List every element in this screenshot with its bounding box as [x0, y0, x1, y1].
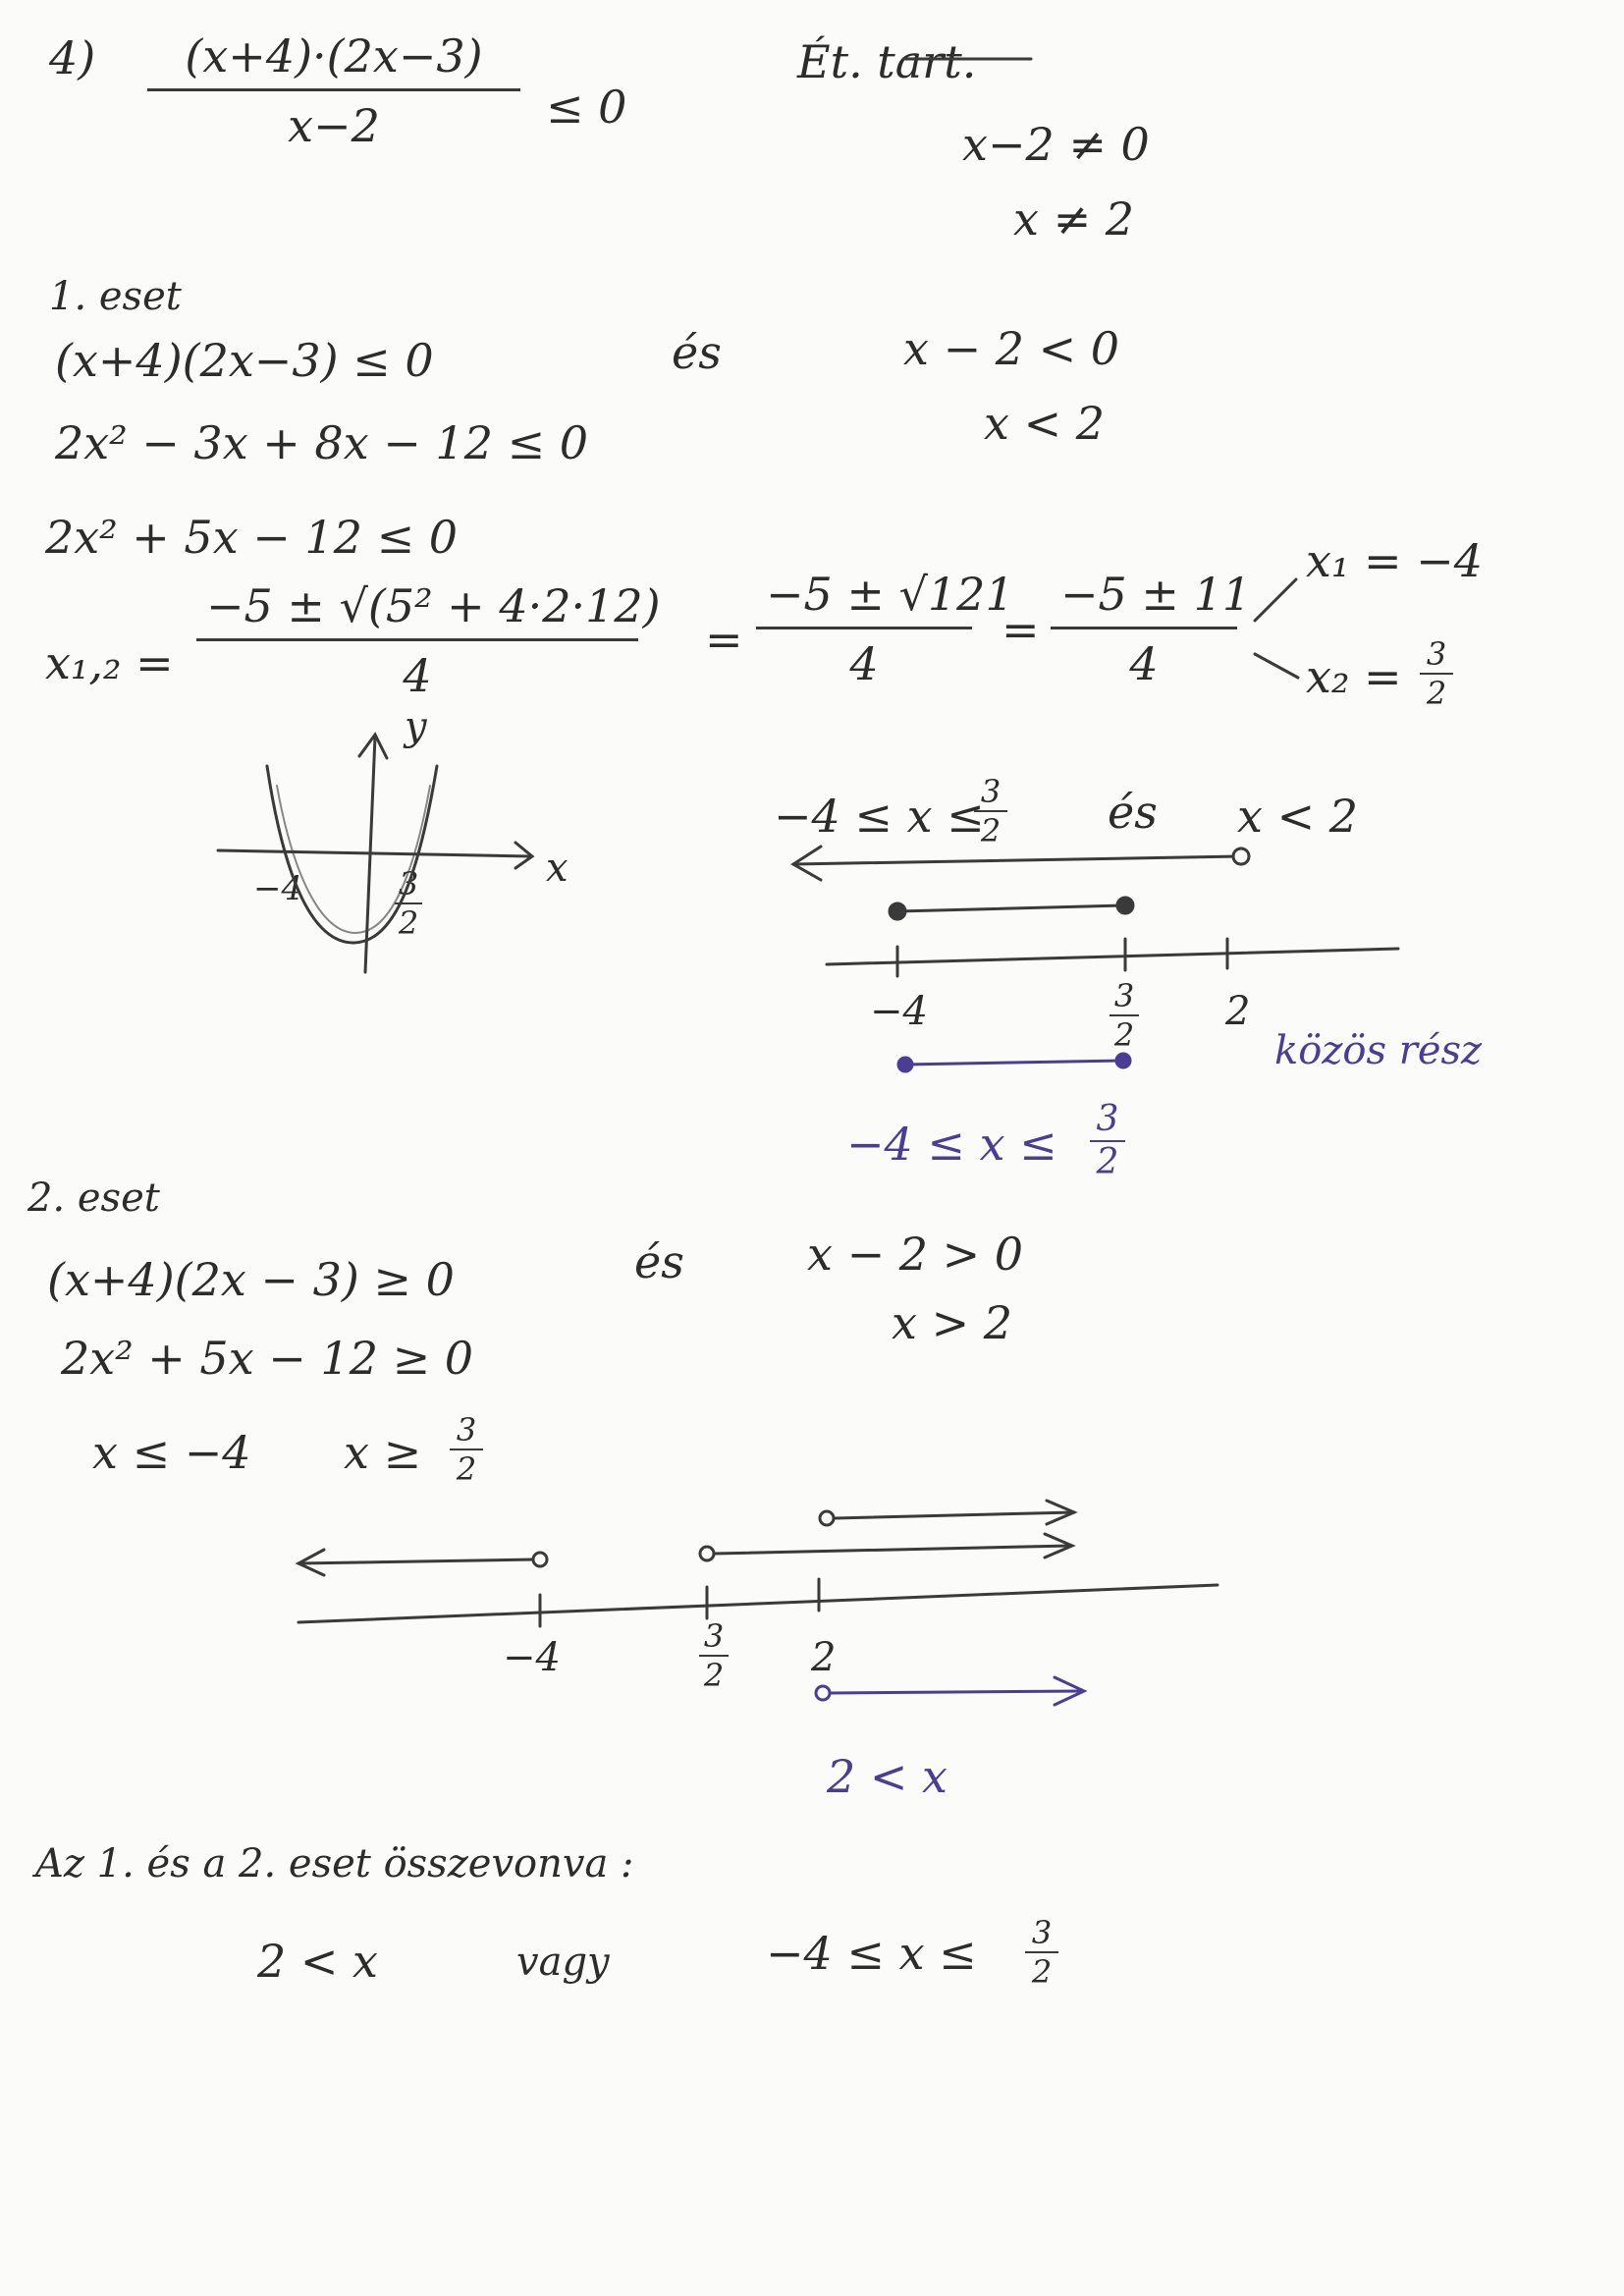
- summary-left: 2 < x: [257, 1935, 378, 1988]
- summary-denominator: 2: [1031, 1953, 1053, 1991]
- case2-expand: 2x² + 5x − 12 ≥ 0: [61, 1332, 474, 1385]
- case1-inequality: (x+4)(2x−3) ≤ 0: [55, 334, 434, 387]
- graph-left-tick: −4: [253, 869, 303, 908]
- tick-numerator: 3: [703, 1617, 725, 1655]
- arrow-x-le-m4: [298, 1559, 534, 1563]
- result-denominator: 2: [1096, 1142, 1119, 1182]
- open-circle-2: [820, 1511, 834, 1525]
- main-relation: ≤ 0: [546, 81, 627, 134]
- case1-number-line: [793, 847, 1398, 976]
- header-denominator: 2: [980, 812, 1001, 849]
- sol-numerator: 3: [456, 1411, 477, 1449]
- case2-result-arrow: [816, 1677, 1084, 1705]
- case2-number-line: [298, 1501, 1218, 1626]
- case1-expand1: 2x² − 3x + 8x − 12 ≤ 0: [55, 416, 589, 469]
- case1-expand2: 2x² + 5x − 12 ≤ 0: [45, 511, 459, 564]
- case1-line-header-right: x < 2: [1237, 790, 1358, 843]
- result-open-circle: [816, 1686, 830, 1700]
- case1-result: −4 ≤ x ≤: [846, 1118, 1057, 1171]
- result-numerator: 3: [1096, 1099, 1119, 1139]
- sol-denominator: 2: [456, 1450, 477, 1488]
- common-dot-right: [1116, 1054, 1130, 1067]
- case1-and: és: [672, 326, 722, 379]
- sqrt-numerator: −5 ± √121: [766, 568, 1014, 621]
- sqrt-denominator: 4: [849, 637, 879, 690]
- case2-tick-minus4: −4: [503, 1635, 561, 1680]
- domain-line1: x−2 ≠ 0: [962, 118, 1150, 171]
- equals-2: =: [1001, 603, 1040, 656]
- root1: x₁ = −4: [1306, 534, 1483, 587]
- tick-numerator: 3: [1113, 977, 1135, 1014]
- root2-label: x₂ =: [1306, 650, 1402, 703]
- root2-numerator: 3: [1426, 635, 1447, 673]
- branch-down: [1255, 654, 1298, 678]
- arrow-x-less-2: [793, 856, 1239, 864]
- branch-up: [1255, 579, 1296, 621]
- case1-heading: 1. eset: [49, 274, 182, 319]
- open-circle-2: [1233, 848, 1249, 864]
- summary-line: Az 1. és a 2. eset összevonva :: [35, 1841, 634, 1886]
- graph-x-label: x: [546, 846, 568, 891]
- case2-inequality: (x+4)(2x − 3) ≥ 0: [47, 1253, 455, 1306]
- graph-x-axis: [218, 850, 530, 856]
- common-dot-left: [898, 1058, 912, 1071]
- case1-tick-minus4: −4: [870, 989, 928, 1034]
- segment-closed: [897, 905, 1125, 911]
- closed-dot-3-2: [1117, 898, 1133, 913]
- equals-1: =: [705, 613, 743, 666]
- case2-condition2: x > 2: [892, 1296, 1012, 1349]
- case2-and: és: [634, 1235, 684, 1288]
- case1-line-header-and: és: [1108, 786, 1158, 839]
- domain-line2: x ≠ 2: [1013, 192, 1134, 246]
- common-part-label: közös rész: [1274, 1028, 1483, 1073]
- formula-denominator: 4: [403, 649, 432, 702]
- root2-denominator: 2: [1426, 675, 1447, 712]
- case1-line-header-left: −4 ≤ x ≤: [774, 790, 985, 843]
- case2-sol-right-label: x ≥: [344, 1426, 422, 1479]
- formula-numerator: −5 ± √(5² + 4·2·12): [206, 579, 661, 632]
- simplified-numerator: −5 ± 11: [1060, 568, 1252, 621]
- main-numerator: (x+4)·(2x−3): [185, 29, 483, 82]
- tick-denominator: 2: [1113, 1016, 1135, 1054]
- simplified-denominator: 4: [1129, 637, 1159, 690]
- case1-condition1: x − 2 < 0: [903, 322, 1120, 375]
- closed-dot-m4: [890, 903, 905, 919]
- case1-common-segment: [898, 1054, 1130, 1071]
- case2-tick-2: 2: [811, 1635, 837, 1680]
- roots-label: x₁,₂ =: [45, 636, 174, 689]
- arrow-x-gt-2: [835, 1512, 1074, 1518]
- result-arrow-line: [831, 1691, 1082, 1693]
- summary-numerator: 3: [1031, 1914, 1053, 1951]
- open-circle-m4: [533, 1553, 547, 1566]
- summary-right-label: −4 ≤ x ≤: [766, 1927, 977, 1980]
- main-denominator: x−2: [288, 99, 380, 152]
- graph-y-label: y: [405, 704, 427, 749]
- axis-line: [827, 949, 1398, 964]
- arrow-x-ge-3-2: [715, 1546, 1070, 1554]
- graph-tick-denominator: 2: [398, 904, 419, 942]
- parabola-graph: [218, 735, 532, 972]
- open-circle-3-2: [700, 1547, 714, 1560]
- case2-result: 2 < x: [827, 1750, 947, 1803]
- parabola-curve-second: [277, 786, 430, 933]
- tick-denominator: 2: [703, 1657, 725, 1694]
- axis-line: [298, 1585, 1218, 1622]
- case2-sol-left: x ≤ −4: [92, 1426, 251, 1479]
- case1-condition2: x < 2: [984, 397, 1105, 450]
- problem-number: 4): [49, 31, 96, 84]
- graph-tick-numerator: 3: [398, 865, 419, 902]
- case2-condition1: x − 2 > 0: [807, 1228, 1024, 1281]
- summary-or: vagy: [516, 1940, 610, 1985]
- domain-label: Ét. tart.: [797, 35, 977, 88]
- case2-heading: 2. eset: [27, 1175, 160, 1221]
- common-segment-line: [905, 1061, 1123, 1065]
- header-numerator: 3: [980, 773, 1001, 810]
- case1-tick-2: 2: [1225, 989, 1251, 1034]
